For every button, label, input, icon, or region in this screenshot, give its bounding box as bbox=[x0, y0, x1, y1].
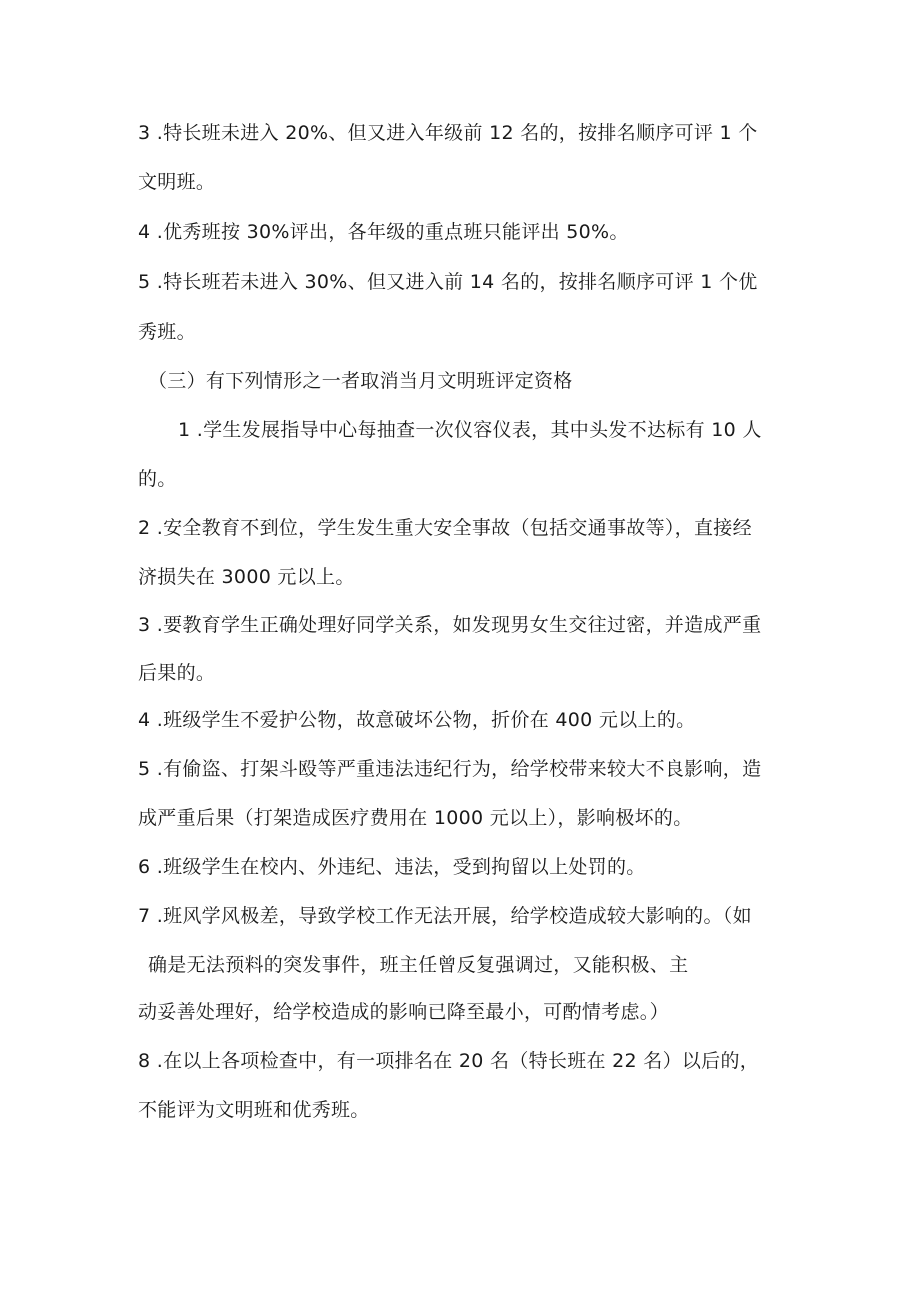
text-line: 3 .要教育学生正确处理好同学关系，如发现男女生交往过密，并造成严重 bbox=[138, 614, 762, 636]
text-line: 4 .优秀班按 30%评出，各年级的重点班只能评出 50%。 bbox=[138, 221, 629, 243]
text-line: 6 .班级学生在校内、外违纪、违法，受到拘留以上处罚的。 bbox=[138, 856, 646, 878]
text-line: 动妥善处理好，给学校造成的影响已降至最小，可酌情考虑。） bbox=[138, 1001, 669, 1023]
text-line: 后果的。 bbox=[138, 662, 216, 684]
text-line: 5 .有偷盗、打架斗殴等严重违法违纪行为，给学校带来较大不良影响，造 bbox=[138, 758, 762, 780]
text-line: 8 .在以上各项检查中，有一项排名在 20 名（特长班在 22 名）以后的， bbox=[138, 1050, 760, 1072]
text-line: 2 .安全教育不到位，学生发生重大安全事故（包括交通事故等），直接经 bbox=[138, 517, 752, 539]
text-line: 文明班。 bbox=[138, 171, 216, 193]
text-line: 成严重后果（打架造成医疗费用在 1000 元以上），影响极坏的。 bbox=[138, 807, 693, 829]
text-line: 的。 bbox=[138, 468, 177, 490]
text-line: 1 .学生发展指导中心每抽查一次仪容仪表，其中头发不达标有 10 人 bbox=[178, 419, 762, 441]
text-line: 确是无法预料的突发事件，班主任曾反复强调过，又能积极、主 bbox=[148, 954, 689, 976]
text-line: 3 .特长班未进入 20%、但又进入年级前 12 名的，按排名顺序可评 1 个 bbox=[138, 122, 758, 144]
text-line: 5 .特长班若未进入 30%、但又进入前 14 名的，按排名顺序可评 1 个优 bbox=[138, 271, 758, 293]
text-line: 秀班。 bbox=[138, 321, 196, 343]
section-heading: （三）有下列情形之一者取消当月文明班评定资格 bbox=[148, 370, 573, 392]
text-line: 济损失在 3000 元以上。 bbox=[138, 566, 355, 588]
text-line: 4 .班级学生不爱护公物，故意破坏公物，折价在 400 元以上的。 bbox=[138, 709, 696, 731]
text-line: 7 .班风学风极差，导致学校工作无法开展，给学校造成较大影响的。（如 bbox=[138, 905, 752, 927]
text-line: 不能评为文明班和优秀班。 bbox=[138, 1099, 370, 1121]
